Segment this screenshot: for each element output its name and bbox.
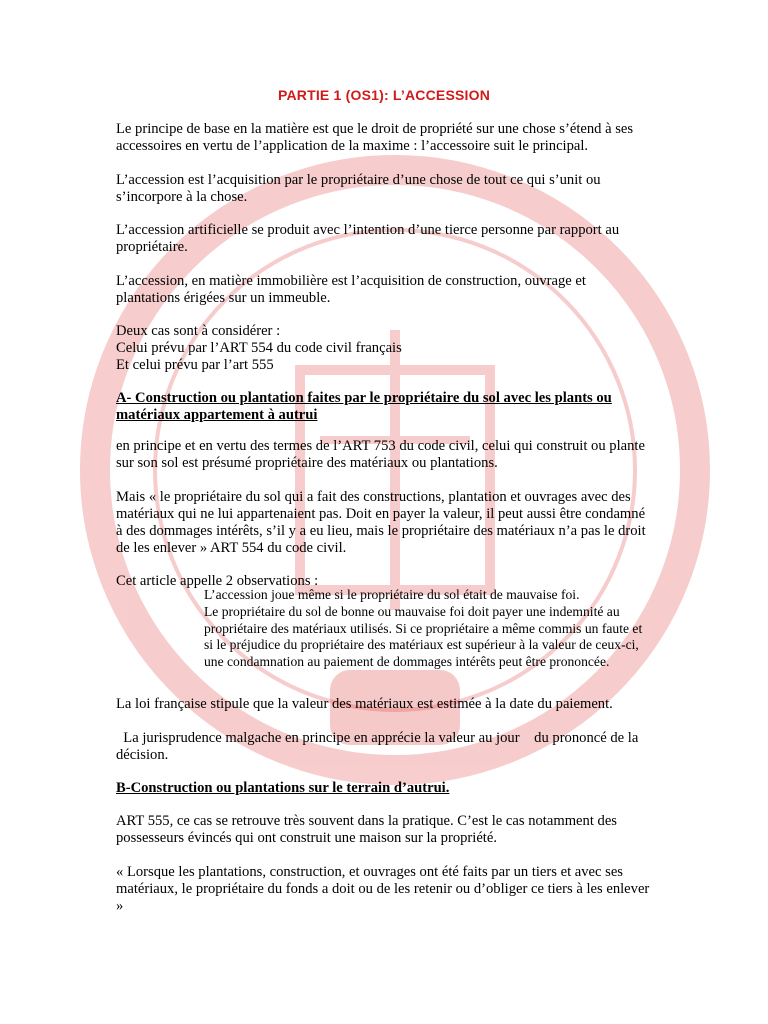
- section-b-paragraph-1: ART 555, ce cas se retrouve très souvent dans la pratique. C’est le cas notamment des possesseurs évincés qui ont construit une maison sur la propriété.: [116, 813, 617, 846]
- paragraph-accession-immobiliere: L’accession, en matière immobilière est l’acquisition de construction, ouvrage et plantations érigées sur un immeuble.: [116, 273, 586, 306]
- page-title: PARTIE 1 (OS1): L’ACCESSION: [277, 87, 491, 103]
- paragraph-art-555: Et celui prévu par l’art 555: [116, 357, 274, 373]
- section-a-paragraph-2: Mais « le propriétaire du sol qui a fait des constructions, plantation et ouvrages avec des matériaux qui ne lui appartenaient pas. Doit en payer la valeur, il peut aussi être condamné à des dommages intérêts, s’il y a eu lieu, mais le propriétaire des matériaux n’a pas le droit de les enlever » ART 554 du code civil.: [116, 489, 646, 556]
- section-a-paragraph-5: La jurisprudence malgache en principe en apprécie la valeur au jour du prononcé de la décision.: [116, 730, 642, 763]
- section-a-paragraph-3: Cet article appelle 2 observations :: [116, 573, 319, 589]
- section-b-paragraph-2: « Lorsque les plantations, construction, et ouvrages ont été faits par un tiers et avec ses matériaux, le propriétaire du fonds a doit ou de les retenir ou d’obliger ce tiers à les enlever »: [116, 864, 650, 914]
- observation-1: L’accession joue même si le propriétaire du sol était de mauvaise foi.: [204, 587, 580, 602]
- section-a-paragraph-4: La loi française stipule que la valeur des matériaux est estimée à la date du paiement.: [116, 696, 613, 712]
- observation-2: Le propriétaire du sol de bonne ou mauvaise foi doit payer une indemnité au propriétaire des matériaux utilisés. Si ce propriétaire a même commis un faute et si le préjudice du propriétaire des matériaux est supérieur à la valeur de ceux-ci, une condamnation au paiement de dommages intérêts peut être prononcée.: [204, 604, 643, 669]
- section-b-heading: B-Construction ou plantations sur le terrain d’autrui.: [116, 780, 450, 796]
- paragraph-accession-def: L’accession est l’acquisition par le propriétaire d’une chose de tout ce qui s’unit ou s’incorpore à la chose.: [116, 172, 601, 205]
- paragraph-art-554: Celui prévu par l’ART 554 du code civil français: [116, 340, 402, 356]
- paragraph-principe: Le principe de base en la matière est que le droit de propriété sur une chose s’étend à ses accessoires en vertu de l’application de la maxime : l’accessoire suit le principal.: [116, 121, 634, 154]
- section-a-paragraph-1: en principe et en vertu des termes de l’ART 753 du code civil, celui qui construit ou plante sur son sol est présumé propriétaire des matériaux ou plantations.: [116, 438, 645, 471]
- section-a-heading: A- Construction ou plantation faites par le propriétaire du sol avec les plants ou matériaux appartement à autrui: [116, 390, 612, 423]
- paragraph-deux-cas: Deux cas sont à considérer :: [116, 323, 281, 339]
- paragraph-accession-artificielle: L’accession artificielle se produit avec l’intention d’une tierce personne par rapport au propriétaire.: [116, 222, 620, 255]
